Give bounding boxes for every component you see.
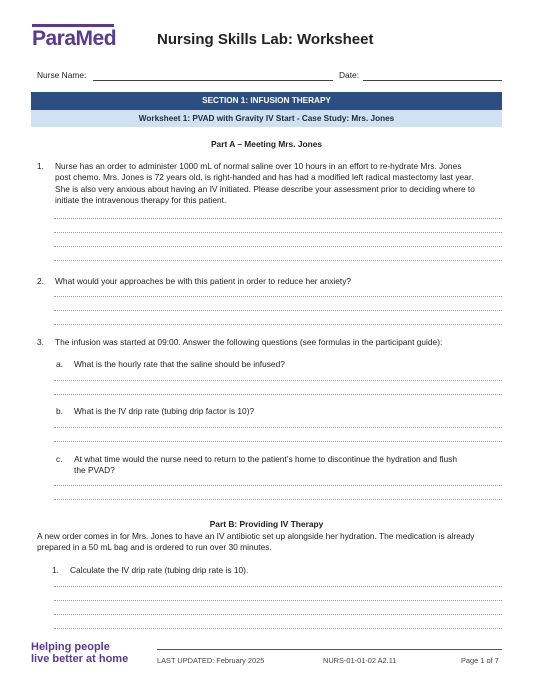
part-b-intro: [37, 531, 502, 554]
question-line: initiate the intravenous therapy for this patient.: [55, 194, 227, 205]
question-text: What is the hourly rate that the saline should be infused?: [74, 359, 285, 369]
part-a-heading: Part A – Meeting Mrs. Jones: [210, 139, 323, 149]
tagline-line: live better at home: [31, 653, 129, 665]
question-line: Nurse has an order to administer 1000 mL of normal saline over 10 hours in an effort to re-hydrate Mrs. Jones: [55, 161, 462, 171]
question-text: What would your approaches be with this patient in order to reduce her anxiety?: [55, 276, 352, 286]
answer-line[interactable]: [54, 218, 502, 219]
date-field[interactable]: [363, 80, 502, 81]
page-number: Page 1 of 7: [461, 656, 499, 665]
part-b-heading: Part B: Providing IV Therapy: [209, 519, 324, 529]
logo-text: ParaMed: [32, 27, 117, 50]
question-number: 2.: [37, 276, 44, 286]
answer-line[interactable]: [54, 600, 502, 601]
section-title-bar: SECTION 1: INFUSION THERAPY: [31, 92, 502, 110]
question-text: What is the IV drip rate (tubing drip factor is 10)?: [74, 406, 255, 416]
answer-line[interactable]: [54, 614, 502, 615]
answer-line[interactable]: [54, 485, 502, 486]
intro-line: A new order comes in for Mrs. Jones to have an IV antibiotic set up alongside her hydration. The medication is already: [37, 531, 475, 541]
document-code: NURS-01-01-02 A2.11: [323, 656, 397, 665]
worksheet-subtitle-bar: Worksheet 1: PVAD with Gravity IV Start - Case Study: Mrs. Jones: [31, 110, 502, 127]
question-text: The infusion was started at 09:00. Answer the following questions (see formulas in the participant guide):: [55, 337, 443, 347]
question-letter: a.: [56, 359, 63, 369]
question-letter: c.: [56, 454, 63, 464]
answer-line[interactable]: [54, 427, 502, 428]
question-line: the PVAD?: [74, 465, 115, 476]
tagline-line: Helping people: [31, 641, 110, 653]
answer-line[interactable]: [54, 296, 502, 297]
footer-tagline: [31, 641, 128, 665]
page-title: Nursing Skills Lab: Worksheet: [157, 31, 374, 48]
answer-line[interactable]: [54, 324, 502, 325]
answer-line[interactable]: [54, 586, 502, 587]
date-label: Date:: [339, 70, 360, 80]
question-line: post chemo. Mrs. Jones is 72 years old, is right-handed and has had a modified left radical mastectomy last year.: [55, 172, 474, 183]
answer-line[interactable]: [54, 628, 502, 629]
question-line: At what time would the nurse need to return to the patient’s home to discontinue the hydration and flush: [74, 454, 458, 464]
answer-line[interactable]: [54, 394, 502, 395]
question-number: 3.: [37, 337, 44, 347]
footer-divider: [157, 649, 502, 650]
answer-line[interactable]: [54, 246, 502, 247]
question-number: 1.: [37, 161, 44, 171]
question-letter: b.: [56, 406, 63, 416]
answer-line[interactable]: [54, 260, 502, 261]
answer-line[interactable]: [54, 499, 502, 500]
question-text: [55, 161, 475, 206]
answer-line[interactable]: [54, 380, 502, 381]
answer-line[interactable]: [54, 310, 502, 311]
nurse-name-label: Nurse Name:: [37, 70, 87, 80]
question-number: 1.: [52, 565, 59, 575]
last-updated: LAST UPDATED: February 2025: [157, 656, 265, 665]
answer-line[interactable]: [54, 441, 502, 442]
intro-line: prepared in a 50 mL bag and is ordered to run over 30 minutes.: [37, 542, 272, 553]
question-text: Calculate the IV drip rate (tubing drip rate is 10).: [70, 565, 249, 575]
question-line: She is also very anxious about having an IV initiated. Please describe your assessment prior to deciding where to: [55, 183, 475, 194]
nurse-name-field[interactable]: [93, 80, 333, 81]
answer-line[interactable]: [54, 232, 502, 233]
question-text: [74, 454, 457, 477]
